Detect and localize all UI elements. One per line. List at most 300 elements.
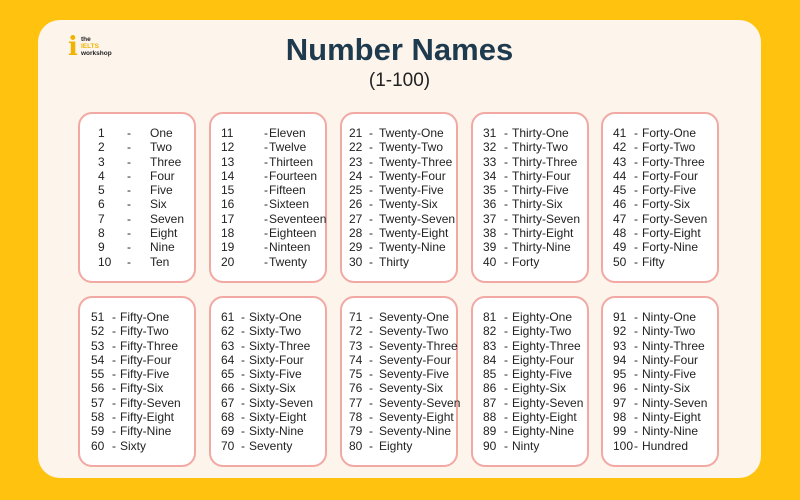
number-row — [473, 324, 587, 338]
number-word: Ninty-Two — [642, 324, 696, 339]
number-word: Twenty-Nine — [379, 240, 446, 255]
number-row — [473, 353, 587, 367]
page-title: Number Names — [285, 32, 514, 67]
separator-dash: - — [634, 197, 638, 212]
number-row — [603, 140, 717, 154]
number-word: Ninty-Five — [642, 367, 697, 382]
separator-dash: - — [241, 310, 245, 324]
number-digits: 88 — [483, 410, 497, 425]
number-word: Twenty — [269, 254, 308, 269]
number-word: Eighty-One — [512, 310, 573, 324]
separator-dash: - — [127, 197, 131, 212]
separator-dash: - — [634, 352, 638, 367]
separator-dash: - — [127, 154, 131, 169]
separator-dash: - — [634, 140, 638, 155]
number-word: Forty-Four — [642, 168, 699, 183]
number-word: Ninty-Eight — [642, 410, 701, 425]
number-row — [603, 212, 717, 226]
number-row — [603, 255, 717, 269]
number-digits: 73 — [349, 338, 363, 353]
number-word: Seventeen — [269, 211, 327, 226]
number-digits: 14 — [221, 168, 235, 183]
number-card-91-100 — [601, 296, 719, 467]
number-word: Twenty-Four — [379, 168, 446, 183]
number-digits: 100 — [613, 438, 634, 453]
number-word: Thirteen — [269, 154, 314, 169]
number-word: Sixteen — [269, 197, 310, 212]
number-digits: 33 — [483, 154, 497, 169]
number-digits: 45 — [613, 183, 627, 198]
number-word: Thirty-Three — [512, 154, 578, 169]
number-word: Eighty-Two — [512, 324, 572, 339]
number-row — [211, 396, 325, 410]
separator-dash: - — [264, 197, 268, 212]
separator-dash: - — [264, 140, 268, 155]
number-row — [473, 240, 587, 254]
number-digits: 15 — [221, 183, 235, 198]
number-word: Seventy-Three — [379, 338, 458, 353]
number-word: Thirty — [379, 254, 409, 269]
number-word: Sixty-Three — [249, 338, 311, 353]
brand-logo-icon: i — [68, 32, 78, 62]
number-word: Fifty-Three — [120, 338, 179, 353]
number-digits: 77 — [349, 395, 363, 410]
number-word: Eighty-Eight — [512, 410, 577, 425]
number-row — [211, 367, 325, 381]
number-digits: 2 — [98, 140, 105, 155]
number-digits: 13 — [221, 154, 235, 169]
separator-dash: - — [634, 310, 638, 324]
number-digits: 42 — [613, 140, 627, 155]
number-digits: 3 — [98, 154, 105, 169]
separator-dash: - — [127, 168, 131, 183]
number-digits: 23 — [349, 154, 363, 169]
number-row — [342, 240, 456, 254]
separator-dash: - — [241, 438, 245, 453]
separator-dash: - — [264, 154, 268, 169]
number-digits: 18 — [221, 226, 235, 241]
brand-line-1: the — [81, 36, 91, 43]
number-word: Twenty-Seven — [379, 211, 456, 226]
number-row — [342, 140, 456, 154]
number-word: Ninty-One — [642, 310, 697, 324]
separator-dash: - — [369, 410, 373, 425]
separator-dash: - — [504, 197, 508, 212]
number-row — [473, 255, 587, 269]
separator-dash: - — [634, 154, 638, 169]
number-row — [473, 126, 587, 140]
number-word: Fifty-Two — [120, 324, 169, 339]
number-digits: 87 — [483, 395, 497, 410]
number-word: Eighty-Three — [512, 338, 581, 353]
number-row — [603, 226, 717, 240]
separator-dash: - — [634, 126, 638, 140]
number-row — [80, 183, 194, 197]
number-digits: 64 — [221, 352, 235, 367]
number-digits: 28 — [349, 226, 363, 241]
number-digits: 34 — [483, 168, 497, 183]
number-digits: 79 — [349, 424, 363, 439]
number-row — [211, 183, 325, 197]
number-row — [80, 339, 194, 353]
number-word: Eight — [150, 226, 178, 241]
number-row — [342, 410, 456, 424]
number-word: Seventy-One — [379, 310, 450, 324]
number-digits: 74 — [349, 352, 363, 367]
number-digits: 46 — [613, 197, 627, 212]
number-digits: 80 — [349, 438, 363, 453]
brand-line-2: IELTS — [81, 43, 99, 50]
separator-dash: - — [264, 168, 268, 183]
number-row — [211, 353, 325, 367]
number-word: Sixty-Eight — [249, 410, 307, 425]
number-row — [603, 367, 717, 381]
number-row — [80, 381, 194, 395]
separator-dash: - — [504, 154, 508, 169]
separator-dash: - — [112, 395, 116, 410]
number-digits: 53 — [91, 338, 105, 353]
separator-dash: - — [264, 126, 268, 140]
separator-dash: - — [112, 381, 116, 396]
separator-dash: - — [127, 226, 131, 241]
number-row — [473, 169, 587, 183]
number-word: Three — [150, 154, 182, 169]
number-word: Twenty-Eight — [379, 226, 449, 241]
separator-dash: - — [127, 183, 131, 198]
separator-dash: - — [112, 410, 116, 425]
number-digits: 66 — [221, 381, 235, 396]
separator-dash: - — [504, 240, 508, 255]
separator-dash: - — [504, 140, 508, 155]
number-digits: 93 — [613, 338, 627, 353]
separator-dash: - — [369, 338, 373, 353]
number-row — [342, 155, 456, 169]
number-digits: 68 — [221, 410, 235, 425]
separator-dash: - — [369, 211, 373, 226]
number-digits: 22 — [349, 140, 363, 155]
number-word: Twenty-Two — [379, 140, 444, 155]
number-digits: 76 — [349, 381, 363, 396]
number-digits: 91 — [613, 310, 627, 324]
number-word: Eighty-Nine — [512, 424, 575, 439]
number-digits: 78 — [349, 410, 363, 425]
number-row — [80, 226, 194, 240]
number-row — [342, 353, 456, 367]
number-word: Twenty-Three — [379, 154, 453, 169]
number-row — [211, 197, 325, 211]
number-word: Sixty-Five — [249, 367, 302, 382]
separator-dash: - — [264, 183, 268, 198]
number-digits: 20 — [221, 254, 235, 269]
number-word: Fifty-Five — [120, 367, 170, 382]
number-word: Eighteen — [269, 226, 317, 241]
number-digits: 25 — [349, 183, 363, 198]
number-row — [80, 155, 194, 169]
number-word: Ninty — [512, 438, 540, 453]
number-word: Ninty-Nine — [642, 424, 699, 439]
number-word: Thirty-Seven — [512, 211, 581, 226]
page-subtitle: (1-100) — [368, 70, 431, 91]
number-names-sheet — [38, 20, 761, 478]
number-digits: 96 — [613, 381, 627, 396]
number-digits: 94 — [613, 352, 627, 367]
number-word: Fourteen — [269, 168, 318, 183]
separator-dash: - — [112, 324, 116, 339]
number-row — [211, 381, 325, 395]
number-digits: 12 — [221, 140, 235, 155]
number-word: Seventy-Eight — [379, 410, 454, 425]
separator-dash: - — [504, 410, 508, 425]
separator-dash: - — [112, 310, 116, 324]
number-row — [603, 424, 717, 438]
number-row — [473, 439, 587, 453]
separator-dash: - — [634, 395, 638, 410]
number-row — [473, 183, 587, 197]
number-digits: 35 — [483, 183, 497, 198]
number-row — [342, 183, 456, 197]
separator-dash: - — [369, 324, 373, 339]
number-row — [211, 339, 325, 353]
number-digits: 52 — [91, 324, 105, 339]
number-row — [342, 324, 456, 338]
separator-dash: - — [634, 438, 638, 453]
number-row — [211, 255, 325, 269]
number-digits: 32 — [483, 140, 497, 155]
number-row — [80, 310, 194, 324]
number-card-41-50 — [601, 112, 719, 283]
separator-dash: - — [369, 367, 373, 382]
number-digits: 67 — [221, 395, 235, 410]
number-digits: 31 — [483, 126, 497, 140]
separator-dash: - — [241, 424, 245, 439]
number-digits: 63 — [221, 338, 235, 353]
number-row — [473, 339, 587, 353]
number-word: Seventy-Five — [379, 367, 450, 382]
separator-dash: - — [504, 438, 508, 453]
number-row — [603, 339, 717, 353]
number-digits: 54 — [91, 352, 105, 367]
number-row — [342, 212, 456, 226]
separator-dash: - — [634, 424, 638, 439]
separator-dash: - — [264, 211, 268, 226]
number-word: Forty-Seven — [642, 211, 708, 226]
number-digits: 5 — [98, 183, 105, 198]
number-row — [603, 396, 717, 410]
number-digits: 10 — [98, 254, 112, 269]
number-row — [80, 410, 194, 424]
number-row — [211, 439, 325, 453]
separator-dash: - — [369, 352, 373, 367]
number-digits: 44 — [613, 168, 627, 183]
number-digits: 99 — [613, 424, 627, 439]
separator-dash: - — [634, 183, 638, 198]
separator-dash: - — [241, 410, 245, 425]
separator-dash: - — [264, 240, 268, 255]
number-row — [80, 396, 194, 410]
number-row — [473, 226, 587, 240]
number-row — [211, 140, 325, 154]
number-card-21-30 — [340, 112, 458, 283]
number-row — [603, 126, 717, 140]
number-word: Seventy-Seven — [379, 395, 461, 410]
number-digits: 38 — [483, 226, 497, 241]
number-word: Twelve — [269, 140, 307, 155]
number-digits: 57 — [91, 395, 105, 410]
number-row — [211, 155, 325, 169]
number-word: Forty-Two — [642, 140, 696, 155]
number-digits: 11 — [221, 126, 234, 140]
number-digits: 84 — [483, 352, 497, 367]
number-word: Fifty-One — [120, 310, 170, 324]
number-row — [603, 197, 717, 211]
number-digits: 58 — [91, 410, 105, 425]
number-row — [473, 197, 587, 211]
number-word: Sixty-Nine — [249, 424, 304, 439]
number-row — [211, 169, 325, 183]
separator-dash: - — [369, 240, 373, 255]
number-word: Seventy — [249, 438, 293, 453]
number-word: Thirty-Nine — [512, 240, 571, 255]
number-row — [603, 169, 717, 183]
number-word: Six — [150, 197, 167, 212]
number-digits: 48 — [613, 226, 627, 241]
separator-dash: - — [369, 183, 373, 198]
separator-dash: - — [112, 438, 116, 453]
number-row — [80, 140, 194, 154]
separator-dash: - — [634, 240, 638, 255]
number-digits: 1 — [98, 126, 105, 140]
number-word: Ninty-Four — [642, 352, 699, 367]
separator-dash: - — [241, 324, 245, 339]
separator-dash: - — [241, 381, 245, 396]
number-digits: 51 — [91, 310, 105, 324]
number-card-11-20 — [209, 112, 327, 283]
number-word: Ninty-Seven — [642, 395, 708, 410]
number-word: Thirty-Five — [512, 183, 569, 198]
number-row — [473, 381, 587, 395]
number-digits: 69 — [221, 424, 235, 439]
separator-dash: - — [634, 338, 638, 353]
number-word: Hundred — [642, 438, 689, 453]
number-word: Seventy-Nine — [379, 424, 452, 439]
number-digits: 8 — [98, 226, 105, 241]
number-row — [603, 155, 717, 169]
number-row — [342, 339, 456, 353]
number-row — [342, 169, 456, 183]
number-row — [80, 324, 194, 338]
number-digits: 61 — [221, 310, 235, 324]
number-word: Ninty-Six — [642, 381, 691, 396]
number-row — [603, 324, 717, 338]
number-row — [603, 410, 717, 424]
number-row — [211, 226, 325, 240]
separator-dash: - — [634, 254, 638, 269]
number-digits: 60 — [91, 438, 105, 453]
number-row — [211, 410, 325, 424]
separator-dash: - — [369, 154, 373, 169]
number-word: Seven — [150, 211, 185, 226]
number-word: Eighty-Five — [512, 367, 573, 382]
separator-dash: - — [369, 126, 373, 140]
separator-dash: - — [264, 254, 268, 269]
separator-dash: - — [504, 211, 508, 226]
number-word: Fifteen — [269, 183, 306, 198]
separator-dash: - — [504, 226, 508, 241]
separator-dash: - — [634, 367, 638, 382]
number-word: Fifty-Eight — [120, 410, 175, 425]
separator-dash: - — [369, 424, 373, 439]
number-digits: 62 — [221, 324, 235, 339]
number-row — [80, 353, 194, 367]
number-word: Sixty-Seven — [249, 395, 314, 410]
number-digits: 81 — [483, 310, 497, 324]
number-row — [342, 367, 456, 381]
number-row — [342, 197, 456, 211]
number-digits: 89 — [483, 424, 497, 439]
number-word: Fifty-Seven — [120, 395, 181, 410]
number-digits: 17 — [221, 211, 235, 226]
number-word: Twenty-Six — [379, 197, 438, 212]
number-row — [80, 439, 194, 453]
number-row — [603, 310, 717, 324]
separator-dash: - — [127, 240, 131, 255]
number-word: Forty-Nine — [642, 240, 699, 255]
number-row — [473, 396, 587, 410]
number-word: Sixty-Six — [249, 381, 296, 396]
number-row — [342, 255, 456, 269]
number-digits: 26 — [349, 197, 363, 212]
number-digits: 36 — [483, 197, 497, 212]
number-word: Forty-Six — [642, 197, 690, 212]
separator-dash: - — [504, 126, 508, 140]
number-word: Five — [150, 183, 173, 198]
separator-dash: - — [634, 168, 638, 183]
number-digits: 47 — [613, 211, 627, 226]
number-word: Sixty-One — [249, 310, 302, 324]
separator-dash: - — [369, 438, 373, 453]
number-row — [211, 324, 325, 338]
number-word: One — [150, 126, 173, 140]
number-word: Eighty — [379, 438, 413, 453]
separator-dash: - — [264, 226, 268, 241]
separator-dash: - — [241, 367, 245, 382]
number-row — [342, 381, 456, 395]
number-row — [473, 155, 587, 169]
number-word: Fifty — [642, 254, 665, 269]
number-digits: 97 — [613, 395, 627, 410]
number-word: Forty — [512, 254, 540, 269]
number-row — [473, 410, 587, 424]
separator-dash: - — [504, 424, 508, 439]
number-digits: 56 — [91, 381, 105, 396]
number-row — [80, 169, 194, 183]
number-row — [80, 240, 194, 254]
separator-dash: - — [369, 254, 373, 269]
separator-dash: - — [504, 254, 508, 269]
separator-dash: - — [634, 211, 638, 226]
number-row — [211, 126, 325, 140]
number-word: Eighty-Seven — [512, 395, 584, 410]
brand-line-3: workshop — [81, 50, 112, 57]
separator-dash: - — [369, 197, 373, 212]
number-word: Forty-One — [642, 126, 697, 140]
number-digits: 71 — [349, 310, 363, 324]
number-digits: 90 — [483, 438, 497, 453]
number-word: Forty-Five — [642, 183, 696, 198]
number-word: Two — [150, 140, 173, 155]
number-digits: 27 — [349, 211, 363, 226]
number-word: Fifty-Nine — [120, 424, 172, 439]
